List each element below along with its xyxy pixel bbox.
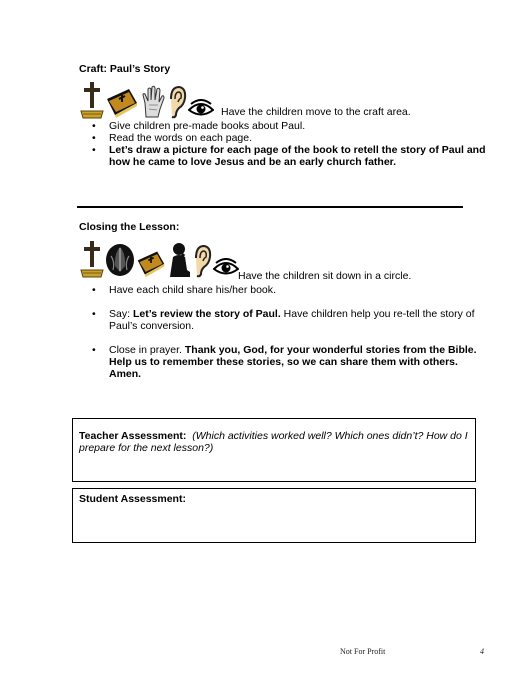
cross-icon xyxy=(80,240,104,278)
cross-icon xyxy=(80,81,104,119)
craft-bullet-list xyxy=(82,120,490,168)
eye-icon xyxy=(213,258,239,278)
student-assessment-title: Student Assessment: xyxy=(79,493,186,505)
kneeling-child-icon xyxy=(167,242,191,278)
page-number: 4 xyxy=(480,647,484,656)
ear-icon xyxy=(167,85,187,119)
section-divider xyxy=(77,206,463,208)
list-item: • Say: Let’s review the story of Paul. Have children help you re-tell the story of Paul’s conversion. xyxy=(82,308,492,332)
teacher-assessment-box xyxy=(72,418,476,482)
footer-text: Not For Profit xyxy=(340,647,386,656)
teacher-assessment-title: Teacher Assessment: xyxy=(79,430,187,442)
closing-icon-row xyxy=(80,240,239,278)
list-item: • Let’s draw a picture for each page of the book to retell the story of Paul and how he came to love Jesus and be an early church father. xyxy=(82,144,490,168)
student-assessment-box xyxy=(72,488,476,543)
closing-intro: Have the children sit down in a circle. xyxy=(238,270,412,282)
praying-hands-icon xyxy=(105,242,135,278)
closing-heading: Closing the Lesson: xyxy=(79,221,180,233)
list-item: • Have each child share his/her book. xyxy=(82,284,492,296)
list-item: • Close in prayer. Thank you, God, for your wonderful stories from the Bible. Help us to remember these stories, so we can share them with others. Amen. xyxy=(82,344,492,380)
ear-icon xyxy=(192,244,212,278)
bible-icon xyxy=(105,85,139,119)
list-item: • Give children pre-made books about Paul. xyxy=(82,120,490,132)
hand-icon xyxy=(140,85,166,119)
teacher-assessment-prompt: (Which activities worked well? Which ones didn’t? How do I prepare for the next lesson?) xyxy=(79,430,468,454)
craft-heading: Craft: Paul’s Story xyxy=(79,63,171,75)
list-item: • Read the words on each page. xyxy=(82,132,490,144)
craft-intro: Have the children move to the craft area. xyxy=(221,106,411,118)
closing-bullet-list xyxy=(82,284,492,380)
eye-icon xyxy=(188,99,214,119)
craft-icon-row xyxy=(80,81,214,119)
bible-icon xyxy=(136,248,166,278)
